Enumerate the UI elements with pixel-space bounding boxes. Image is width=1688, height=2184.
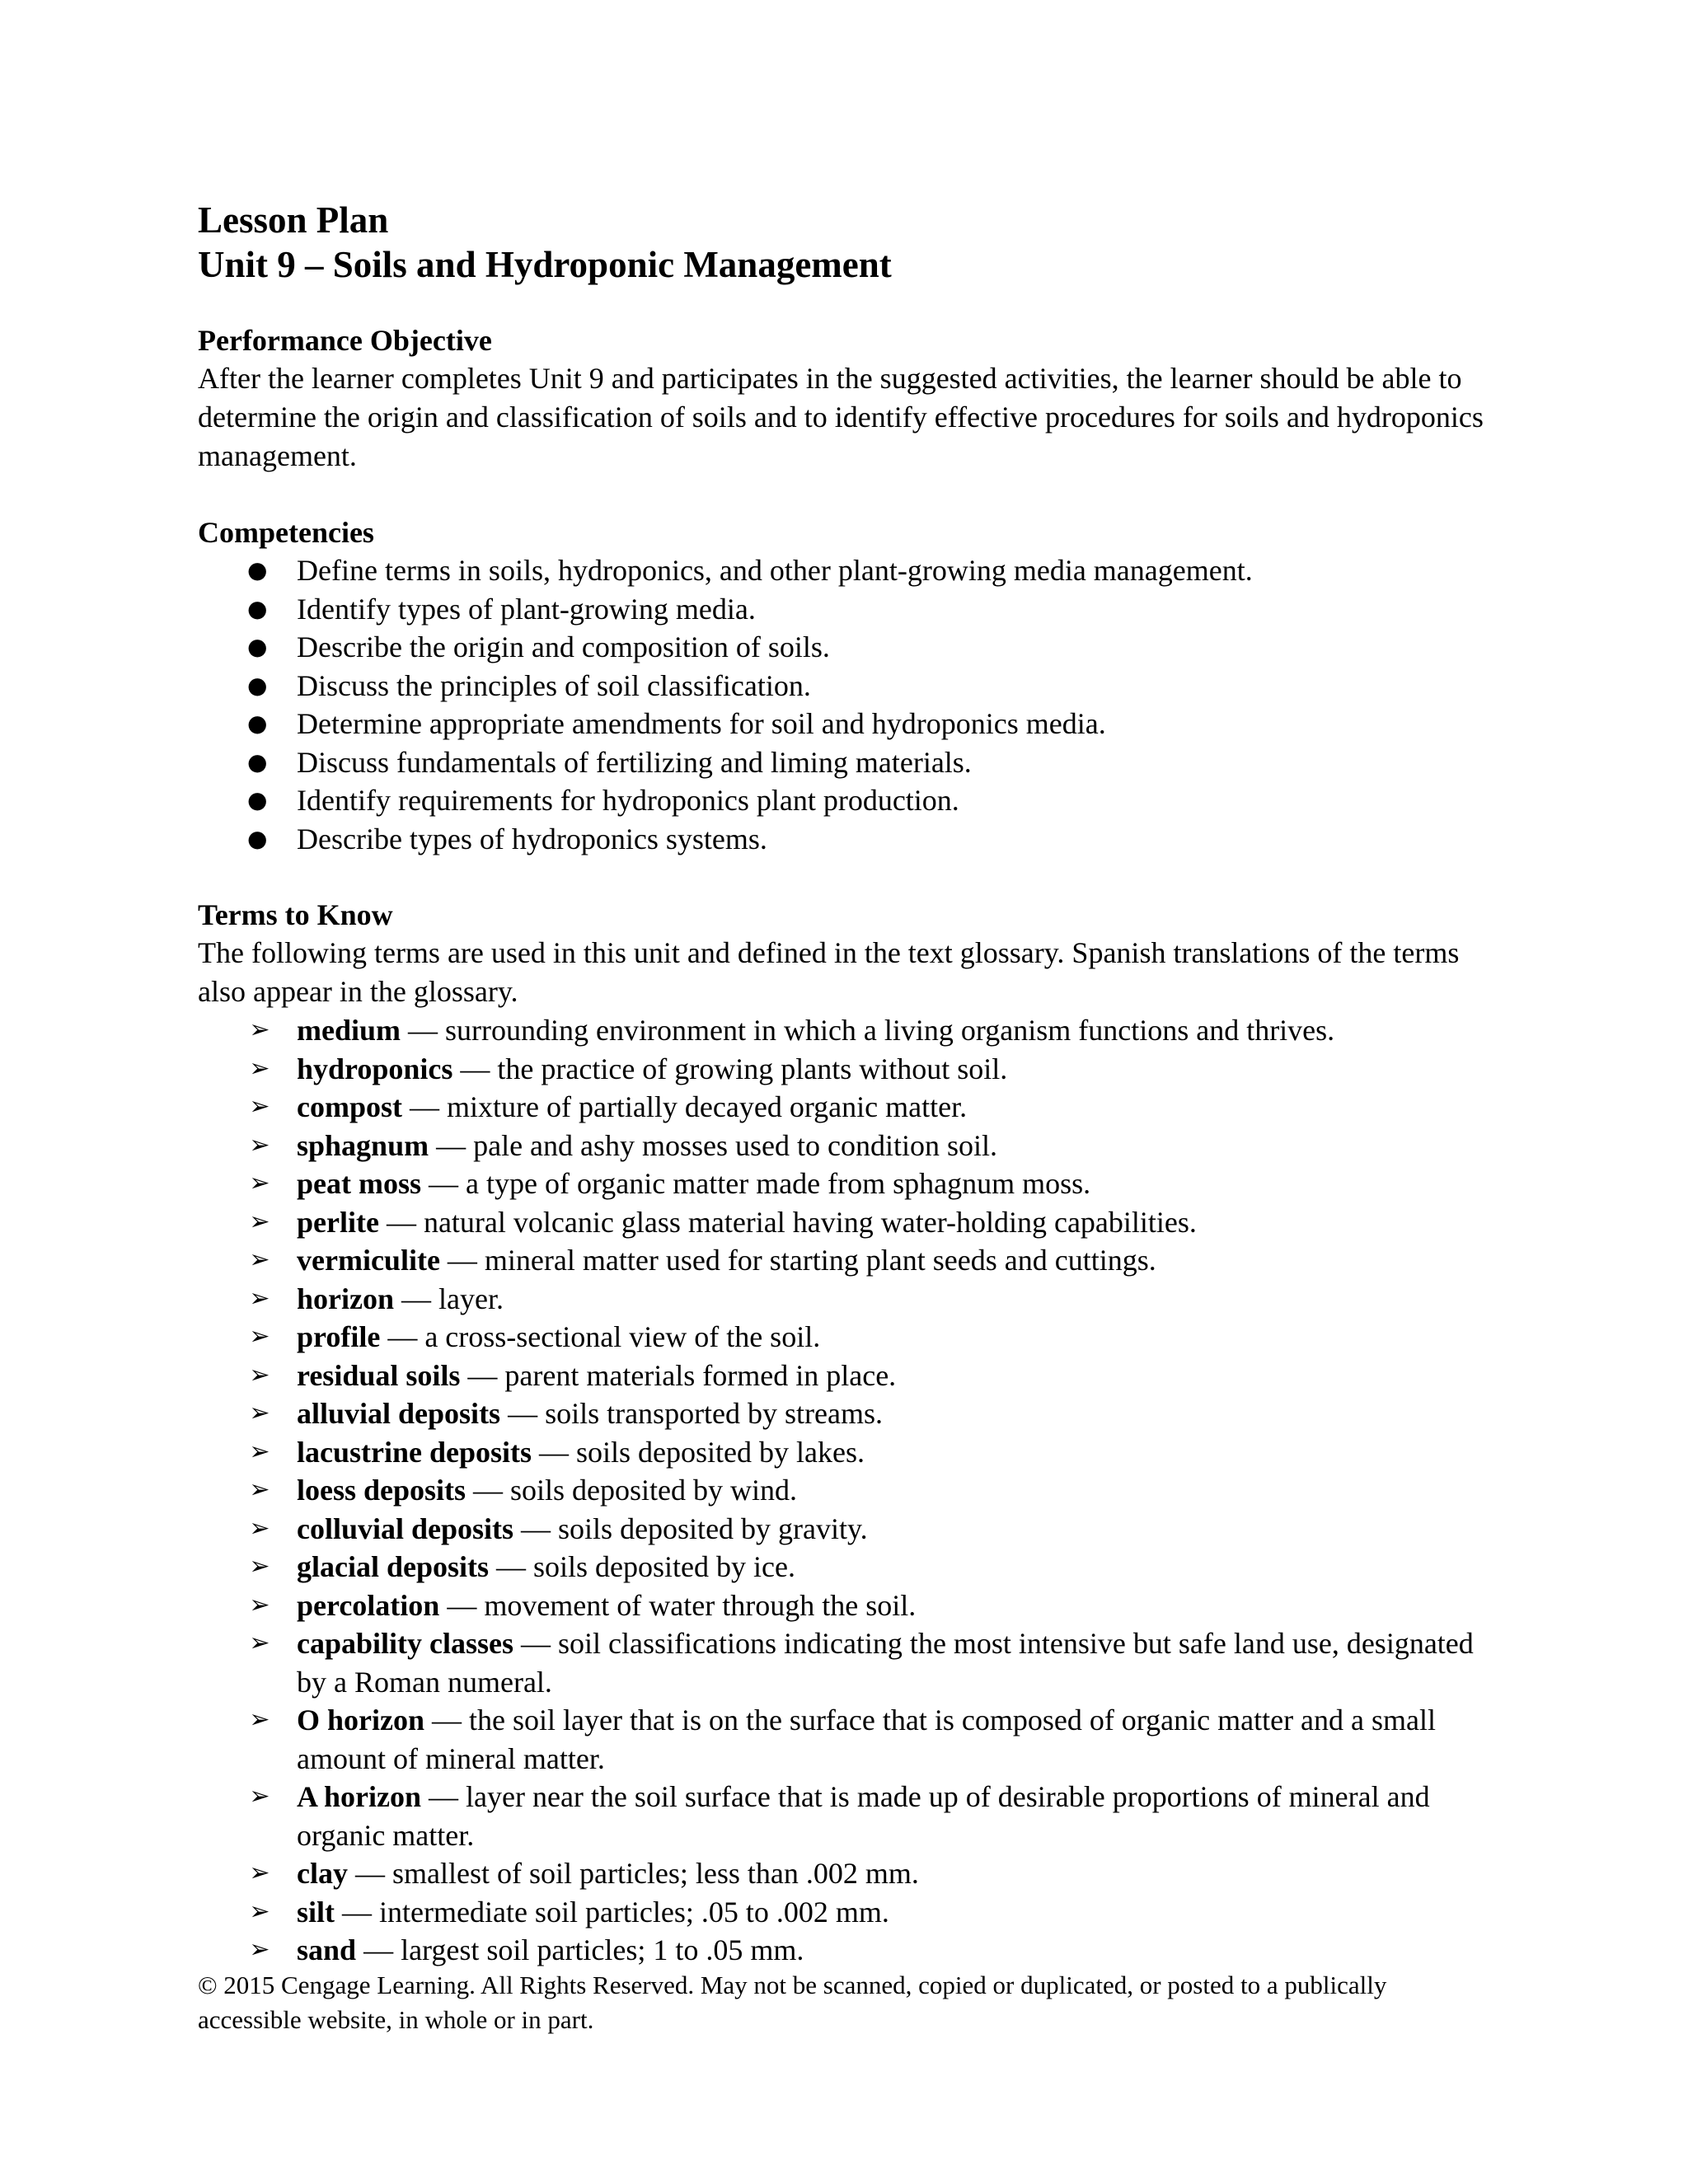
term-definition: — the soil layer that is on the surface that is composed of organic matter and a small amount of mineral matter. (297, 1704, 1437, 1775)
document-title-line1: Lesson Plan (198, 199, 389, 241)
term-item (198, 1778, 1492, 1854)
copyright-footer: © 2015 Cengage Learning. All Rights Reserved. May not be scanned, copied or duplicated, or posted to a publically accessible website, in whole or in part. (198, 1971, 1387, 2034)
document-page (198, 198, 1492, 1970)
competency-text: Define terms in soils, hydroponics, and other plant-growing media management. (297, 554, 1253, 587)
term-definition: — smallest of soil particles; less than .002 mm. (347, 1857, 919, 1890)
bullet-dot-icon: ● (247, 556, 268, 583)
term-definition: — soils transported by streams. (500, 1397, 884, 1430)
term-name: residual soils (297, 1358, 461, 1392)
term-definition: — soil classifications indicating the most intensive but safe land use, designated by a Roman numeral. (297, 1627, 1474, 1699)
term-name: alluvial deposits (297, 1397, 501, 1430)
competencies-heading: Competencies (198, 516, 374, 549)
arrow-bullet-icon: ➢ (249, 1590, 270, 1619)
arrow-bullet-icon: ➢ (249, 1705, 270, 1734)
term-item (198, 1893, 1492, 1932)
bullet-dot-icon: ● (247, 633, 268, 660)
term-definition: — surrounding environment in which a living organism functions and thrives. (401, 1014, 1335, 1047)
term-name: capability classes (297, 1627, 514, 1660)
term-item (198, 1548, 1492, 1586)
term-definition: — soils deposited by ice. (489, 1550, 795, 1583)
arrow-bullet-icon: ➢ (249, 1436, 270, 1466)
term-item (198, 1280, 1492, 1319)
competency-item (198, 667, 1492, 705)
term-definition: — pale and ashy mosses used to condition soil. (429, 1128, 998, 1162)
term-name: colluvial deposits (297, 1511, 514, 1545)
arrow-bullet-icon: ➢ (249, 1552, 270, 1581)
term-name: sand (297, 1933, 357, 1966)
term-name: lacustrine deposits (297, 1435, 532, 1469)
term-name: glacial deposits (297, 1550, 490, 1583)
arrow-bullet-icon: ➢ (249, 1513, 270, 1543)
term-item (198, 1241, 1492, 1280)
term-item (198, 1586, 1492, 1625)
term-definition: — mixture of partially decayed organic matter. (402, 1090, 968, 1123)
arrow-bullet-icon: ➢ (249, 1782, 270, 1811)
performance-objective-heading: Performance Objective (198, 324, 492, 357)
competency-text: Identify requirements for hydroponics plant production. (297, 784, 959, 817)
terms-to-know-heading: Terms to Know (198, 898, 393, 931)
arrow-bullet-icon: ➢ (249, 1360, 270, 1390)
term-name: percolation (297, 1588, 440, 1622)
competency-item (198, 820, 1492, 859)
competency-item (198, 743, 1492, 782)
term-name: horizon (297, 1282, 395, 1315)
arrow-bullet-icon: ➢ (249, 1475, 270, 1504)
term-definition: — a cross-sectional view of the soil. (380, 1320, 821, 1353)
term-definition: — soils deposited by lakes. (532, 1435, 865, 1469)
arrow-bullet-icon: ➢ (249, 1399, 270, 1427)
competency-text: Discuss the principles of soil classification. (297, 668, 811, 702)
term-item (198, 1701, 1492, 1778)
bullet-dot-icon: ● (247, 824, 268, 852)
term-item (198, 1203, 1492, 1242)
arrow-bullet-icon: ➢ (249, 1207, 270, 1236)
arrow-bullet-icon: ➢ (249, 1245, 270, 1274)
term-item (198, 1318, 1492, 1357)
competency-text: Determine appropriate amendments for soil and hydroponics media. (297, 707, 1106, 740)
term-name: clay (297, 1857, 348, 1890)
arrow-bullet-icon: ➢ (249, 1322, 270, 1351)
term-definition: — layer near the soil surface that is made up of desirable proportions of mineral and organic matter. (297, 1780, 1430, 1852)
competency-text: Describe types of hydroponics systems. (297, 822, 767, 855)
term-name: sphagnum (297, 1128, 429, 1162)
term-item (198, 1854, 1492, 1893)
competency-item (198, 551, 1492, 590)
performance-objective-text: After the learner completes Unit 9 and participates in the suggested activities, the learner should be able to determine the origin and classification of soils and to identify effective procedures for soils and hydroponics management. (198, 362, 1484, 472)
arrow-bullet-icon: ➢ (249, 1935, 270, 1964)
competency-item (198, 705, 1492, 743)
document-title-line2: Unit 9 – Soils and Hydroponic Management (198, 244, 892, 285)
term-definition: — soils deposited by wind. (466, 1474, 798, 1507)
arrow-bullet-icon: ➢ (249, 1858, 270, 1887)
competency-item (198, 590, 1492, 629)
term-item (198, 1471, 1492, 1510)
bullet-dot-icon: ● (247, 710, 268, 737)
terms-list (198, 1011, 1492, 1970)
term-item (198, 1931, 1492, 1970)
arrow-bullet-icon: ➢ (249, 1169, 270, 1197)
term-definition: — layer. (394, 1282, 504, 1315)
arrow-bullet-icon: ➢ (249, 1053, 270, 1083)
term-item (198, 1510, 1492, 1549)
competency-text: Identify types of plant-growing media. (297, 592, 756, 626)
bullet-dot-icon: ● (247, 786, 268, 813)
competencies-list (198, 551, 1492, 858)
term-definition: — movement of water through the soil. (439, 1588, 917, 1622)
term-name: compost (297, 1090, 402, 1123)
arrow-bullet-icon: ➢ (249, 1629, 270, 1657)
term-definition: — intermediate soil particles; .05 to .002 mm. (335, 1895, 889, 1929)
term-definition: — the practice of growing plants without soil. (452, 1052, 1008, 1085)
term-name: silt (297, 1895, 335, 1929)
term-definition: — parent materials formed in place. (460, 1358, 897, 1392)
term-item (198, 1088, 1492, 1127)
term-item (198, 1165, 1492, 1203)
terms-to-know-intro: The following terms are used in this unit and defined in the text glossary. Spanish translations of the terms also appear in the glossary. (198, 936, 1460, 1008)
term-item (198, 1127, 1492, 1165)
bullet-dot-icon: ● (247, 748, 268, 776)
term-definition: — natural volcanic glass material having water-holding capabilities. (378, 1205, 1197, 1239)
competency-item (198, 781, 1492, 820)
term-name: vermiculite (297, 1244, 440, 1277)
arrow-bullet-icon: ➢ (249, 1896, 270, 1926)
arrow-bullet-icon: ➢ (249, 1283, 270, 1313)
term-name: O horizon (297, 1704, 425, 1736)
term-definition: — largest soil particles; 1 to .05 mm. (356, 1933, 804, 1966)
term-item (198, 1011, 1492, 1050)
term-item (198, 1624, 1492, 1701)
arrow-bullet-icon: ➢ (249, 1130, 270, 1160)
arrow-bullet-icon: ➢ (249, 1015, 270, 1044)
term-item (198, 1394, 1492, 1433)
term-name: perlite (297, 1205, 379, 1239)
term-definition: — mineral matter used for starting plant seeds and cuttings. (439, 1244, 1156, 1277)
competency-text: Describe the origin and composition of soils. (297, 630, 830, 663)
term-name: peat moss (297, 1167, 421, 1200)
term-name: hydroponics (297, 1052, 453, 1085)
term-name: loess deposits (297, 1474, 467, 1507)
term-name: medium (297, 1014, 401, 1047)
term-item (198, 1433, 1492, 1472)
term-name: profile (297, 1320, 381, 1353)
term-definition: — a type of organic matter made from sphagnum moss. (421, 1167, 1091, 1200)
arrow-bullet-icon: ➢ (249, 1092, 270, 1121)
term-definition: — soils deposited by gravity. (513, 1511, 868, 1545)
competency-item (198, 628, 1492, 667)
term-name: A horizon (297, 1780, 422, 1813)
bullet-dot-icon: ● (247, 594, 268, 622)
bullet-dot-icon: ● (247, 671, 268, 699)
competency-text: Discuss fundamentals of fertilizing and liming materials. (297, 745, 972, 779)
term-item (198, 1357, 1492, 1395)
term-item (198, 1050, 1492, 1089)
